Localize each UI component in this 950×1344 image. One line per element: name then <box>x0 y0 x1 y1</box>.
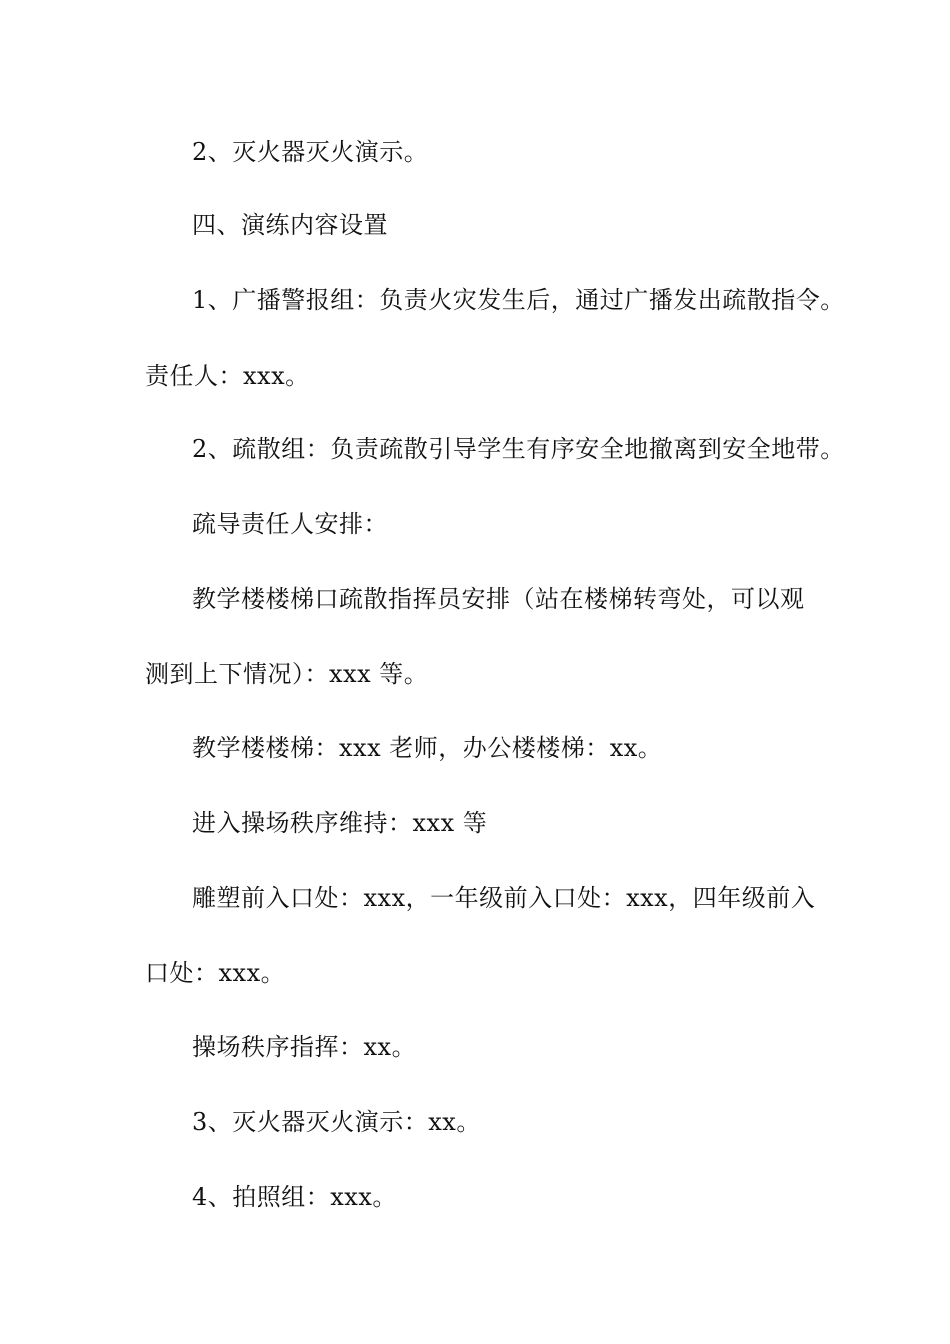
paragraph-playground-order: 进入操场秩序维持：xxx 等 <box>192 809 488 837</box>
paragraph-broadcast-group: 1、广播警报组：负责火灾发生后，通过广播发出疏散指令。 <box>192 286 845 314</box>
paragraph-guidance-arrangement: 疏导责任人安排： <box>192 510 388 538</box>
paragraph-photo-group: 4、拍照组：xxx。 <box>192 1183 397 1211</box>
paragraph-fire-extinguisher-demo: 2、灭火器灭火演示。 <box>192 138 429 166</box>
paragraph-playground-command: 操场秩序指挥：xx。 <box>192 1033 417 1061</box>
paragraph-extinguisher-demo-person: 3、灭火器灭火演示：xx。 <box>192 1108 481 1136</box>
paragraph-stairway-commander-cont: 测到上下情况）：xxx 等。 <box>145 660 429 688</box>
paragraph-stairway-commander: 教学楼楼梯口疏散指挥员安排（站在楼梯转弯处，可以观 <box>192 585 805 613</box>
paragraph-evacuation-group: 2、疏散组：负责疏散引导学生有序安全地撤离到安全地带。 <box>192 435 845 463</box>
paragraph-entrance-assignments-cont: 口处：xxx。 <box>145 959 286 987</box>
paragraph-entrance-assignments: 雕塑前入口处：xxx，一年级前入口处：xxx，四年级前入 <box>192 884 816 912</box>
paragraph-stairway-assignments: 教学楼楼梯：xxx 老师，办公楼楼梯：xx。 <box>192 734 663 762</box>
section-heading-drill-content: 四、演练内容设置 <box>192 211 388 239</box>
paragraph-broadcast-responsible: 责任人：xxx。 <box>145 362 310 390</box>
